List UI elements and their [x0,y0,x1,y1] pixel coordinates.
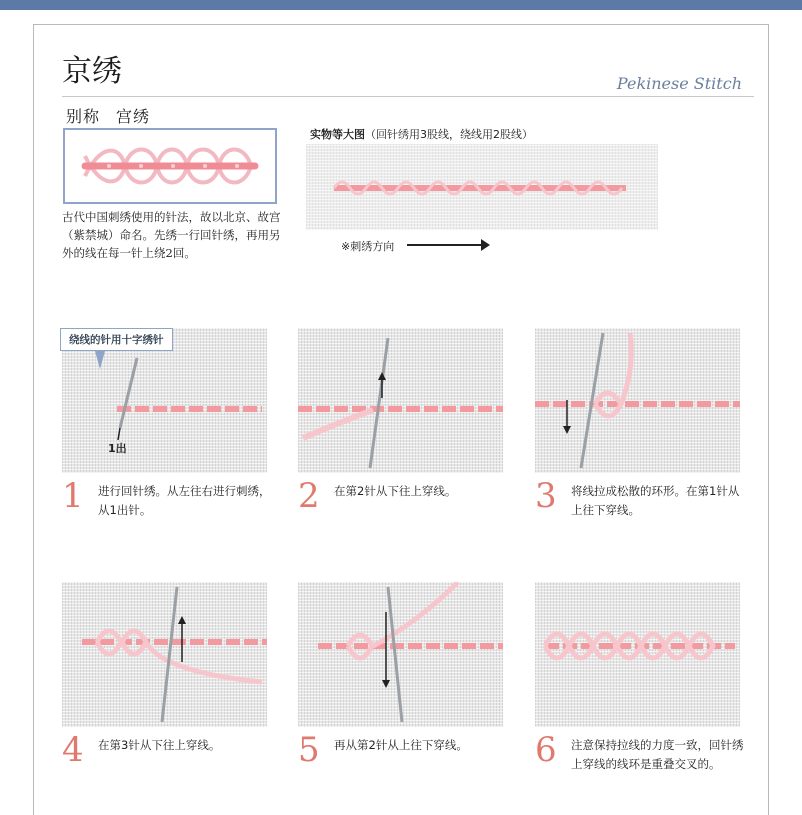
right-arrow-icon [481,239,490,251]
step-6-illustration [535,582,740,727]
sample-stitch-row [306,144,658,230]
english-title: Pekinese Stitch [616,74,742,93]
stitch-diagram [63,128,277,204]
title-rule [62,96,754,97]
step-4-text: 在第3针从下往上穿线。 [98,738,221,752]
step-2-photo [298,328,503,473]
step-5-text: 再从第2针从上往下穿线。 [334,738,468,752]
step-5-number: 5 [298,730,320,770]
callout-pointer [95,351,105,369]
step-3-text: 将线拉成松散的环形。在第1针从上往下穿线。 [571,484,740,517]
step-4-photo [62,582,267,727]
sample-photo [306,144,658,230]
step-5-photo [298,582,503,727]
description-text: 古代中国刺绣使用的针法，故以北京、故宫（紫禁城）命名。先绣一行回针绣，再用另外的线在每一针上绕2回。 [62,210,281,260]
top-bar [0,0,802,10]
step-3-number: 3 [535,476,557,516]
direction-label: ※刺绣方向 [341,240,395,253]
step-6-number: 6 [535,730,557,770]
step-6-text: 注意保持拉线的力度一致，回针绣上穿线的线环是重叠交叉的。 [571,738,744,771]
alias-label: 别称 [66,107,101,126]
step-5-illustration [298,582,503,727]
stitch-diagram-illustration [65,130,275,202]
needle-exit-label: 1出 [108,442,127,455]
alias-line [66,104,166,127]
step-1-number: 1 [62,476,84,516]
direction-arrow-line [407,244,483,246]
step-4-number: 4 [62,730,84,770]
step-1-text: 进行回针绣。从左往右进行刺绣，从1出针。 [98,484,271,517]
step-2-illustration [298,328,503,473]
sample-note: （回针绣用3股线，绕线用2股线） [365,128,533,141]
sample-heading [310,126,533,142]
step-3-illustration [535,328,740,473]
alias-value: 宫绣 [116,107,151,126]
step-6-photo [535,582,740,727]
step-3-photo [535,328,740,473]
step-2-text: 在第2针从下往上穿线。 [334,484,457,498]
page-title: 京绣 [62,54,122,89]
step-4-illustration [62,582,267,727]
step-2-number: 2 [298,476,320,516]
sample-title: 实物等大图 [310,128,365,141]
needle-callout: 绕线的针用十字绣针 [60,328,173,351]
